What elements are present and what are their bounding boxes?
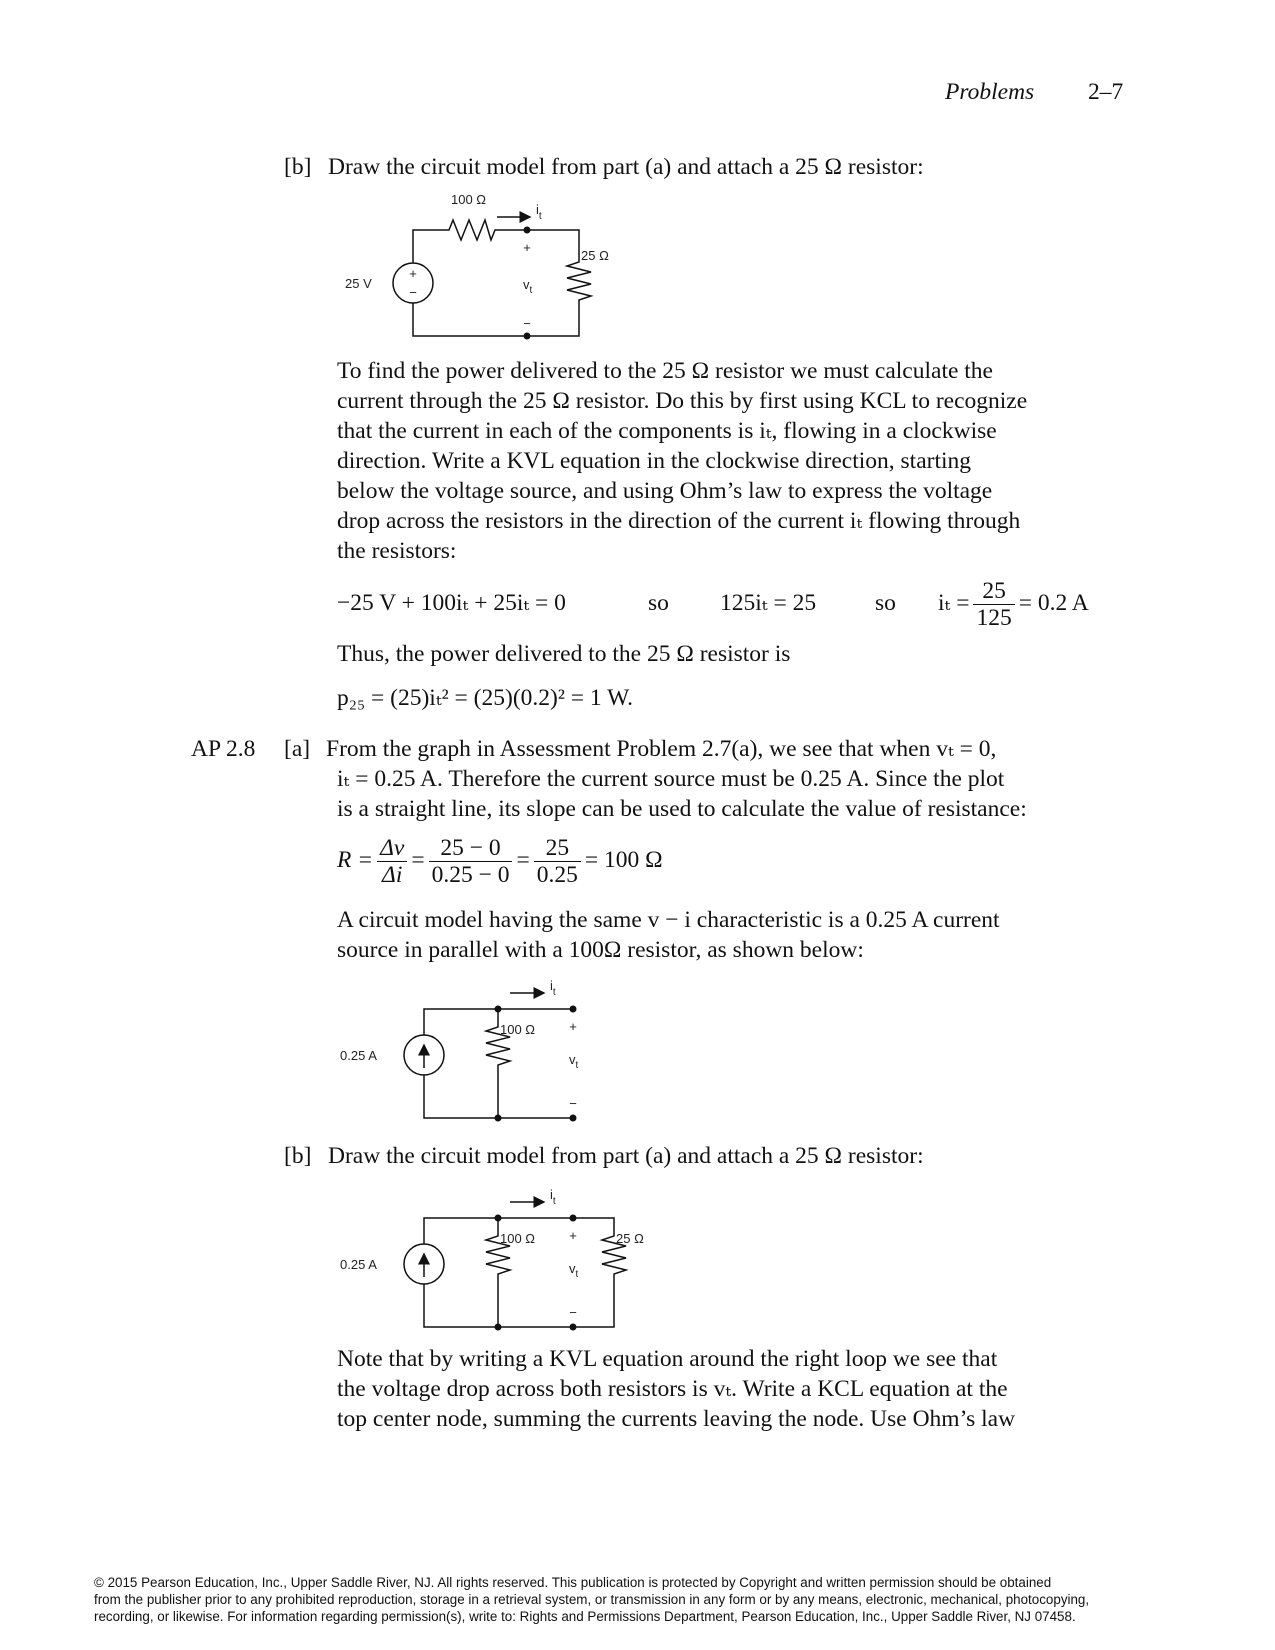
part-a-line: is a straight line, its slope can be used to calculate the value of resistance:	[337, 796, 1027, 822]
denominator: 0.25 − 0	[431, 862, 510, 889]
vt-plus: +	[523, 240, 531, 255]
part-b-instruction: Draw the circuit model from part (a) and attach a 25 Ω resistor:	[328, 154, 924, 180]
current-label: $i_t$	[536, 202, 542, 222]
paragraph-line: that the current in each of the components is iₜ, flowing in a clockwise	[337, 418, 997, 444]
node-dot	[524, 333, 531, 340]
denominator: 125	[976, 605, 1012, 632]
model-text-line: source in parallel with a 100Ω resistor, as shown below:	[337, 937, 864, 963]
node-dot	[495, 1215, 502, 1222]
vt-plus: +	[569, 1228, 577, 1243]
paragraph-line: current through the 25 Ω resistor. Do this by first using KCL to recognize	[337, 388, 1028, 414]
circuit-current-source-parallel	[404, 993, 573, 1118]
node-dot	[524, 227, 531, 234]
source-label: 0.25 A	[340, 1048, 377, 1063]
current-lhs: iₜ =	[938, 590, 970, 616]
current-rhs: = 0.2 A	[1018, 590, 1089, 616]
current-source-icon	[404, 1035, 444, 1075]
vt-minus: −	[569, 1305, 577, 1320]
r1-label: 100 Ω	[500, 1231, 536, 1246]
source-label: 25 V	[345, 276, 372, 291]
denominator: Δi	[382, 862, 403, 889]
note-line: the voltage drop across both resistors is vₜ. Write a KCL equation at the	[337, 1376, 1008, 1402]
denominator: 0.25	[536, 862, 578, 889]
voltage-label: $v_t$	[569, 1261, 579, 1280]
paragraph-line: direction. Write a KVL equation in the clockwise direction, starting	[337, 448, 972, 474]
numerator: 25	[534, 835, 581, 862]
paragraph-line: To find the power delivered to the 25 Ω resistor we must calculate the	[337, 358, 993, 384]
thus-text: Thus, the power delivered to the 25 Ω resistor is	[337, 641, 791, 667]
part-a-label: [a]	[284, 736, 311, 762]
fraction	[973, 578, 1014, 631]
note-line: Note that by writing a KVL equation around the right loop we see that	[337, 1346, 998, 1372]
node-dot	[570, 1115, 577, 1122]
vt-minus: −	[569, 1096, 577, 1111]
voltage-label: $v_t$	[569, 1052, 579, 1071]
node-dot	[495, 1006, 502, 1013]
node-dot	[570, 1215, 577, 1222]
fraction	[534, 835, 581, 888]
plus-sign: +	[409, 266, 417, 281]
problem-label: AP 2.8	[191, 736, 256, 762]
voltage-source-icon	[393, 263, 433, 303]
current-source-icon	[404, 1244, 444, 1284]
circuit-voltage-source-series	[393, 217, 591, 336]
source-label: 0.25 A	[340, 1257, 377, 1272]
so-word: so	[875, 590, 896, 616]
paragraph-line: below the voltage source, and using Ohm’s law to express the voltage	[337, 478, 993, 504]
part-a-line: From the graph in Assessment Problem 2.7(a), we see that when vₜ = 0,	[326, 736, 997, 762]
model-text-line: A circuit model having the same v − i characteristic is a 0.25 A current	[337, 907, 1000, 933]
circuit-current-source-with-load	[404, 1202, 626, 1327]
sum-equation: 125iₜ = 25	[720, 590, 817, 616]
node-dot	[570, 1324, 577, 1331]
so-word: so	[648, 590, 669, 616]
numerator: 25	[973, 578, 1014, 605]
r-lhs: R =	[337, 847, 374, 873]
part-b-label: [b]	[284, 1143, 312, 1169]
paragraph-line: the resistors:	[337, 538, 457, 564]
footer-line: recording, or likewise. For information regarding permission(s), write to: Rights and Permissions Department, Pearson Education, Inc., Upper Saddle River, NJ 07458.	[94, 1609, 1076, 1624]
part-b-instruction: Draw the circuit model from part (a) and attach a 25 Ω resistor:	[328, 1143, 924, 1169]
current-label: $i_t$	[550, 1187, 556, 1207]
part-a-line: iₜ = 0.25 A. Therefore the current source must be 0.25 A. Since the plot	[337, 766, 1005, 792]
footer-line: © 2015 Pearson Education, Inc., Upper Saddle River, NJ. All rights reserved. This publication is protected by Copyright and written permission should be obtained	[94, 1575, 1052, 1590]
resistance-equation	[337, 832, 663, 888]
kvl-equation: −25 V + 100iₜ + 25iₜ = 0	[337, 590, 566, 616]
r2-label: 25 Ω	[616, 1231, 644, 1246]
power-equation: p₂₅ = (25)iₜ² = (25)(0.2)² = 1 W.	[337, 685, 633, 711]
numerator: Δv	[377, 835, 407, 862]
vt-plus: +	[569, 1019, 577, 1034]
part-b-label: [b]	[284, 154, 312, 180]
current-equation	[938, 575, 1089, 631]
node-dot	[495, 1324, 502, 1331]
r-rhs: = 100 Ω	[584, 847, 663, 873]
page-number: 2–7	[1088, 79, 1124, 105]
node-dot	[570, 1006, 577, 1013]
minus-sign: −	[409, 285, 417, 300]
voltage-label: $v_t$	[523, 277, 533, 296]
paragraph-line: drop across the resistors in the direction of the current iₜ flowing through	[337, 508, 1021, 534]
current-label: $i_t$	[550, 978, 556, 998]
fraction	[429, 835, 513, 888]
r1-label: 100 Ω	[500, 1022, 536, 1037]
footer-line: from the publisher prior to any prohibited reproduction, storage in a retrieval system, or transmission in any form or by any means, electronic, mechanical, photocopying,	[94, 1592, 1090, 1607]
equals: =	[411, 847, 425, 873]
vt-minus: −	[523, 316, 531, 331]
note-line: top center node, summing the currents leaving the node. Use Ohm’s law	[337, 1406, 1016, 1432]
copyright-footer	[94, 1574, 1089, 1625]
node-dot	[495, 1115, 502, 1122]
r1-label: 100 Ω	[451, 192, 487, 207]
fraction	[377, 835, 407, 888]
equals: =	[516, 847, 530, 873]
running-header-section: Problems	[945, 79, 1035, 105]
numerator: 25 − 0	[429, 835, 513, 862]
r2-label: 25 Ω	[581, 248, 609, 263]
